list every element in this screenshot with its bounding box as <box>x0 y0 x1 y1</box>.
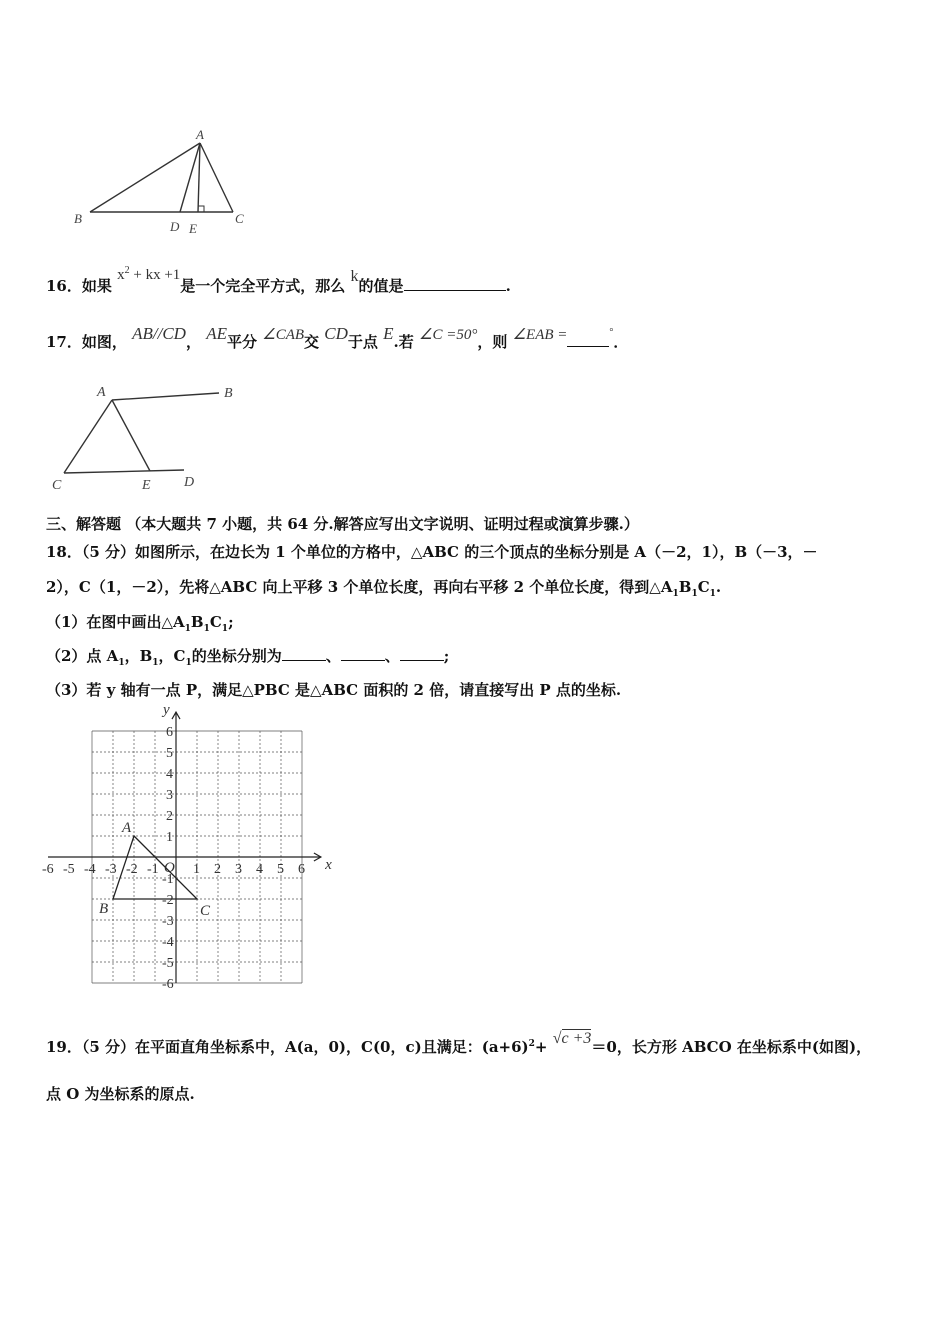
question-16 <box>46 265 511 297</box>
parallel-lines-figure-q17 <box>44 378 249 496</box>
q18-blank-b1[interactable] <box>341 660 385 661</box>
y-tick-label: -5 <box>162 956 174 971</box>
q18-line-2-b: B <box>678 578 692 596</box>
y-tick-label: 3 <box>166 788 173 803</box>
question-18-line-1: 18．（5 分）如图所示，在边长为 1 个单位的方格中，△ABC 的三个顶点的坐标分别是 A（－2，1），B（－3，－ <box>46 543 818 561</box>
q17-end: ． <box>613 333 629 351</box>
q17-text-2: 平分 <box>227 333 258 351</box>
label-c: C <box>235 211 244 226</box>
y-tick-label: 1 <box>166 830 173 845</box>
y-tick-label: 6 <box>166 725 173 740</box>
axes <box>48 712 321 983</box>
x-tick-label: 2 <box>214 862 221 877</box>
x-tick-label: -6 <box>42 862 54 877</box>
q18-line-2-text: 2），C（1，－2），先将△ABC 向上平移 3 个单位长度，再向右平移 2 个单位长度，得到△A <box>46 578 673 596</box>
q17-degree: ° <box>609 327 614 338</box>
q17-text-5: .若 <box>393 333 414 351</box>
q18-p1-b: B <box>190 613 204 631</box>
q16-end: . <box>505 277 511 295</box>
label-b: B <box>224 386 233 401</box>
q17-eab: ∠EAB = <box>512 327 568 343</box>
question-19-line-1: 19．（5 分）在平面直角坐标系中，A(a，0)，C(0，c)且满足：$(a+6)^2+ √c +3=0$，长方形 ABCO 在坐标系中(如图)， <box>46 1030 872 1056</box>
q17-text-3: 交 <box>304 333 320 351</box>
q19-sup: 2 <box>528 1039 535 1049</box>
q18-sub: 1 <box>184 624 191 634</box>
point-b-label: B <box>99 901 109 917</box>
x-tick-label: -4 <box>84 862 96 877</box>
q18-p2-d: 的坐标分别为 <box>191 647 282 665</box>
q18-sub: 1 <box>203 624 210 634</box>
x-tick-label: 5 <box>277 862 284 877</box>
q16-k: k <box>350 268 359 285</box>
y-tick-label: 5 <box>166 746 173 761</box>
tick-labels <box>42 703 332 992</box>
x-tick-label: 4 <box>256 862 263 877</box>
label-d: D <box>184 475 195 490</box>
q18-p1-a: （1）在图中画出△A <box>46 613 185 631</box>
q17-ae: AE <box>206 324 227 343</box>
q17-cab: ∠CAB <box>262 327 305 343</box>
q16-expr-sup: 2 <box>124 265 130 276</box>
question-18-part-3: （3）若 y 轴有一点 P，满足△PBC 是△ABC 面积的 2 倍，请直接写出 P 点的坐标. <box>46 681 622 699</box>
q16-expr-rest: + kx +1 <box>133 267 181 283</box>
x-tick-label: -3 <box>105 862 117 877</box>
q18-p2-end: ; <box>443 647 450 665</box>
point-c-label: C <box>200 903 211 919</box>
x-tick-label: 3 <box>235 862 242 877</box>
q18-sub: 1 <box>221 624 229 634</box>
label-d: D <box>170 219 180 234</box>
question-18-part-1 <box>46 612 234 639</box>
label-b: B <box>74 211 82 226</box>
q17-angle-c: ∠C =50° <box>419 327 478 343</box>
q18-p1-c: C <box>209 613 222 631</box>
label-e: E <box>189 221 197 236</box>
x-tick-label: -5 <box>63 862 75 877</box>
triangle-figure-q15 <box>70 125 260 240</box>
x-tick-label: 6 <box>298 862 305 877</box>
q17-answer-blank[interactable] <box>567 346 609 347</box>
label-a: A <box>97 385 106 400</box>
x-axis-label: x <box>325 857 332 873</box>
q18-p2-c: ，C <box>158 647 186 665</box>
q19-text-1: 19．（5 分）在平面直角坐标系中，A(a，0)，C(0，c)且满足：(a+6) <box>46 1038 529 1056</box>
q16-text-1: 如果 <box>81 277 112 295</box>
q18-p2-sep-2: 、 <box>384 647 400 665</box>
q19-plus: + <box>534 1038 548 1056</box>
label-a: A <box>196 127 204 142</box>
q19-sqrt: c +3 <box>561 1030 592 1047</box>
section-3-heading: 三、解答题 （本大题共 7 小题，共 64 分.解答应写出文字说明、证明过程或演算步骤.） <box>46 515 639 533</box>
y-tick-label: 4 <box>166 767 173 782</box>
y-tick-label: -1 <box>162 872 174 887</box>
q17-text-4: 于点 <box>347 333 378 351</box>
q18-p2-sep-1: 、 <box>325 647 341 665</box>
q18-sub: 1 <box>185 658 192 668</box>
question-19-line-2: 点 O 为坐标系的原点. <box>46 1085 195 1103</box>
q17-comma: ， <box>185 333 201 351</box>
q18-sub: 1 <box>691 589 698 599</box>
q16-answer-blank[interactable] <box>404 290 506 291</box>
x-tick-label: -1 <box>147 862 159 877</box>
y-tick-label: 2 <box>166 809 173 824</box>
q18-line-2-c: C <box>697 578 710 596</box>
q18-p2-b: ，B <box>124 647 153 665</box>
question-17 <box>46 324 629 355</box>
q18-blank-a1[interactable] <box>282 660 326 661</box>
q17-text-1: 如图， <box>81 333 127 351</box>
y-tick-label: -6 <box>162 977 174 992</box>
q16-expr-x: x <box>117 267 125 283</box>
coordinate-grid <box>40 703 340 998</box>
q18-p1-end: ; <box>228 613 234 631</box>
q17-cd: CD <box>324 324 348 343</box>
q17-text-6: ，则 <box>477 333 508 351</box>
q18-line-2-end: . <box>715 578 722 596</box>
x-tick-label: 1 <box>193 862 200 877</box>
q18-sub: 1 <box>672 589 679 599</box>
point-a-label: A <box>122 820 132 836</box>
origin-label: O <box>164 860 175 876</box>
label-e: E <box>142 478 151 493</box>
label-c: C <box>52 478 62 493</box>
question-18-line-2 <box>46 577 721 604</box>
y-tick-label: -4 <box>162 935 174 950</box>
q19-text-2: ＝0，长方形 ABCO 在坐标系中(如图)， <box>591 1038 872 1056</box>
q18-sub: 1 <box>152 658 159 668</box>
y-axis-label: y <box>163 703 170 719</box>
q17-number: 17． <box>46 333 82 351</box>
q16-number: 16． <box>46 277 82 295</box>
y-tick-label: -2 <box>162 893 174 908</box>
x-tick-label: -2 <box>126 862 138 877</box>
q17-ab-cd: AB//CD <box>132 324 186 343</box>
q18-p2-a: （2）点 A <box>46 647 119 665</box>
y-tick-label: -3 <box>162 914 174 929</box>
question-18-part-2 <box>46 646 449 673</box>
q16-text-3: 的值是 <box>358 277 404 295</box>
q18-sub: 1 <box>709 589 716 599</box>
q18-blank-c1[interactable] <box>400 660 444 661</box>
q16-text-2: 是一个完全平方式，那么 <box>180 277 346 295</box>
q18-sub: 1 <box>118 658 125 668</box>
q17-e: E <box>383 324 394 343</box>
